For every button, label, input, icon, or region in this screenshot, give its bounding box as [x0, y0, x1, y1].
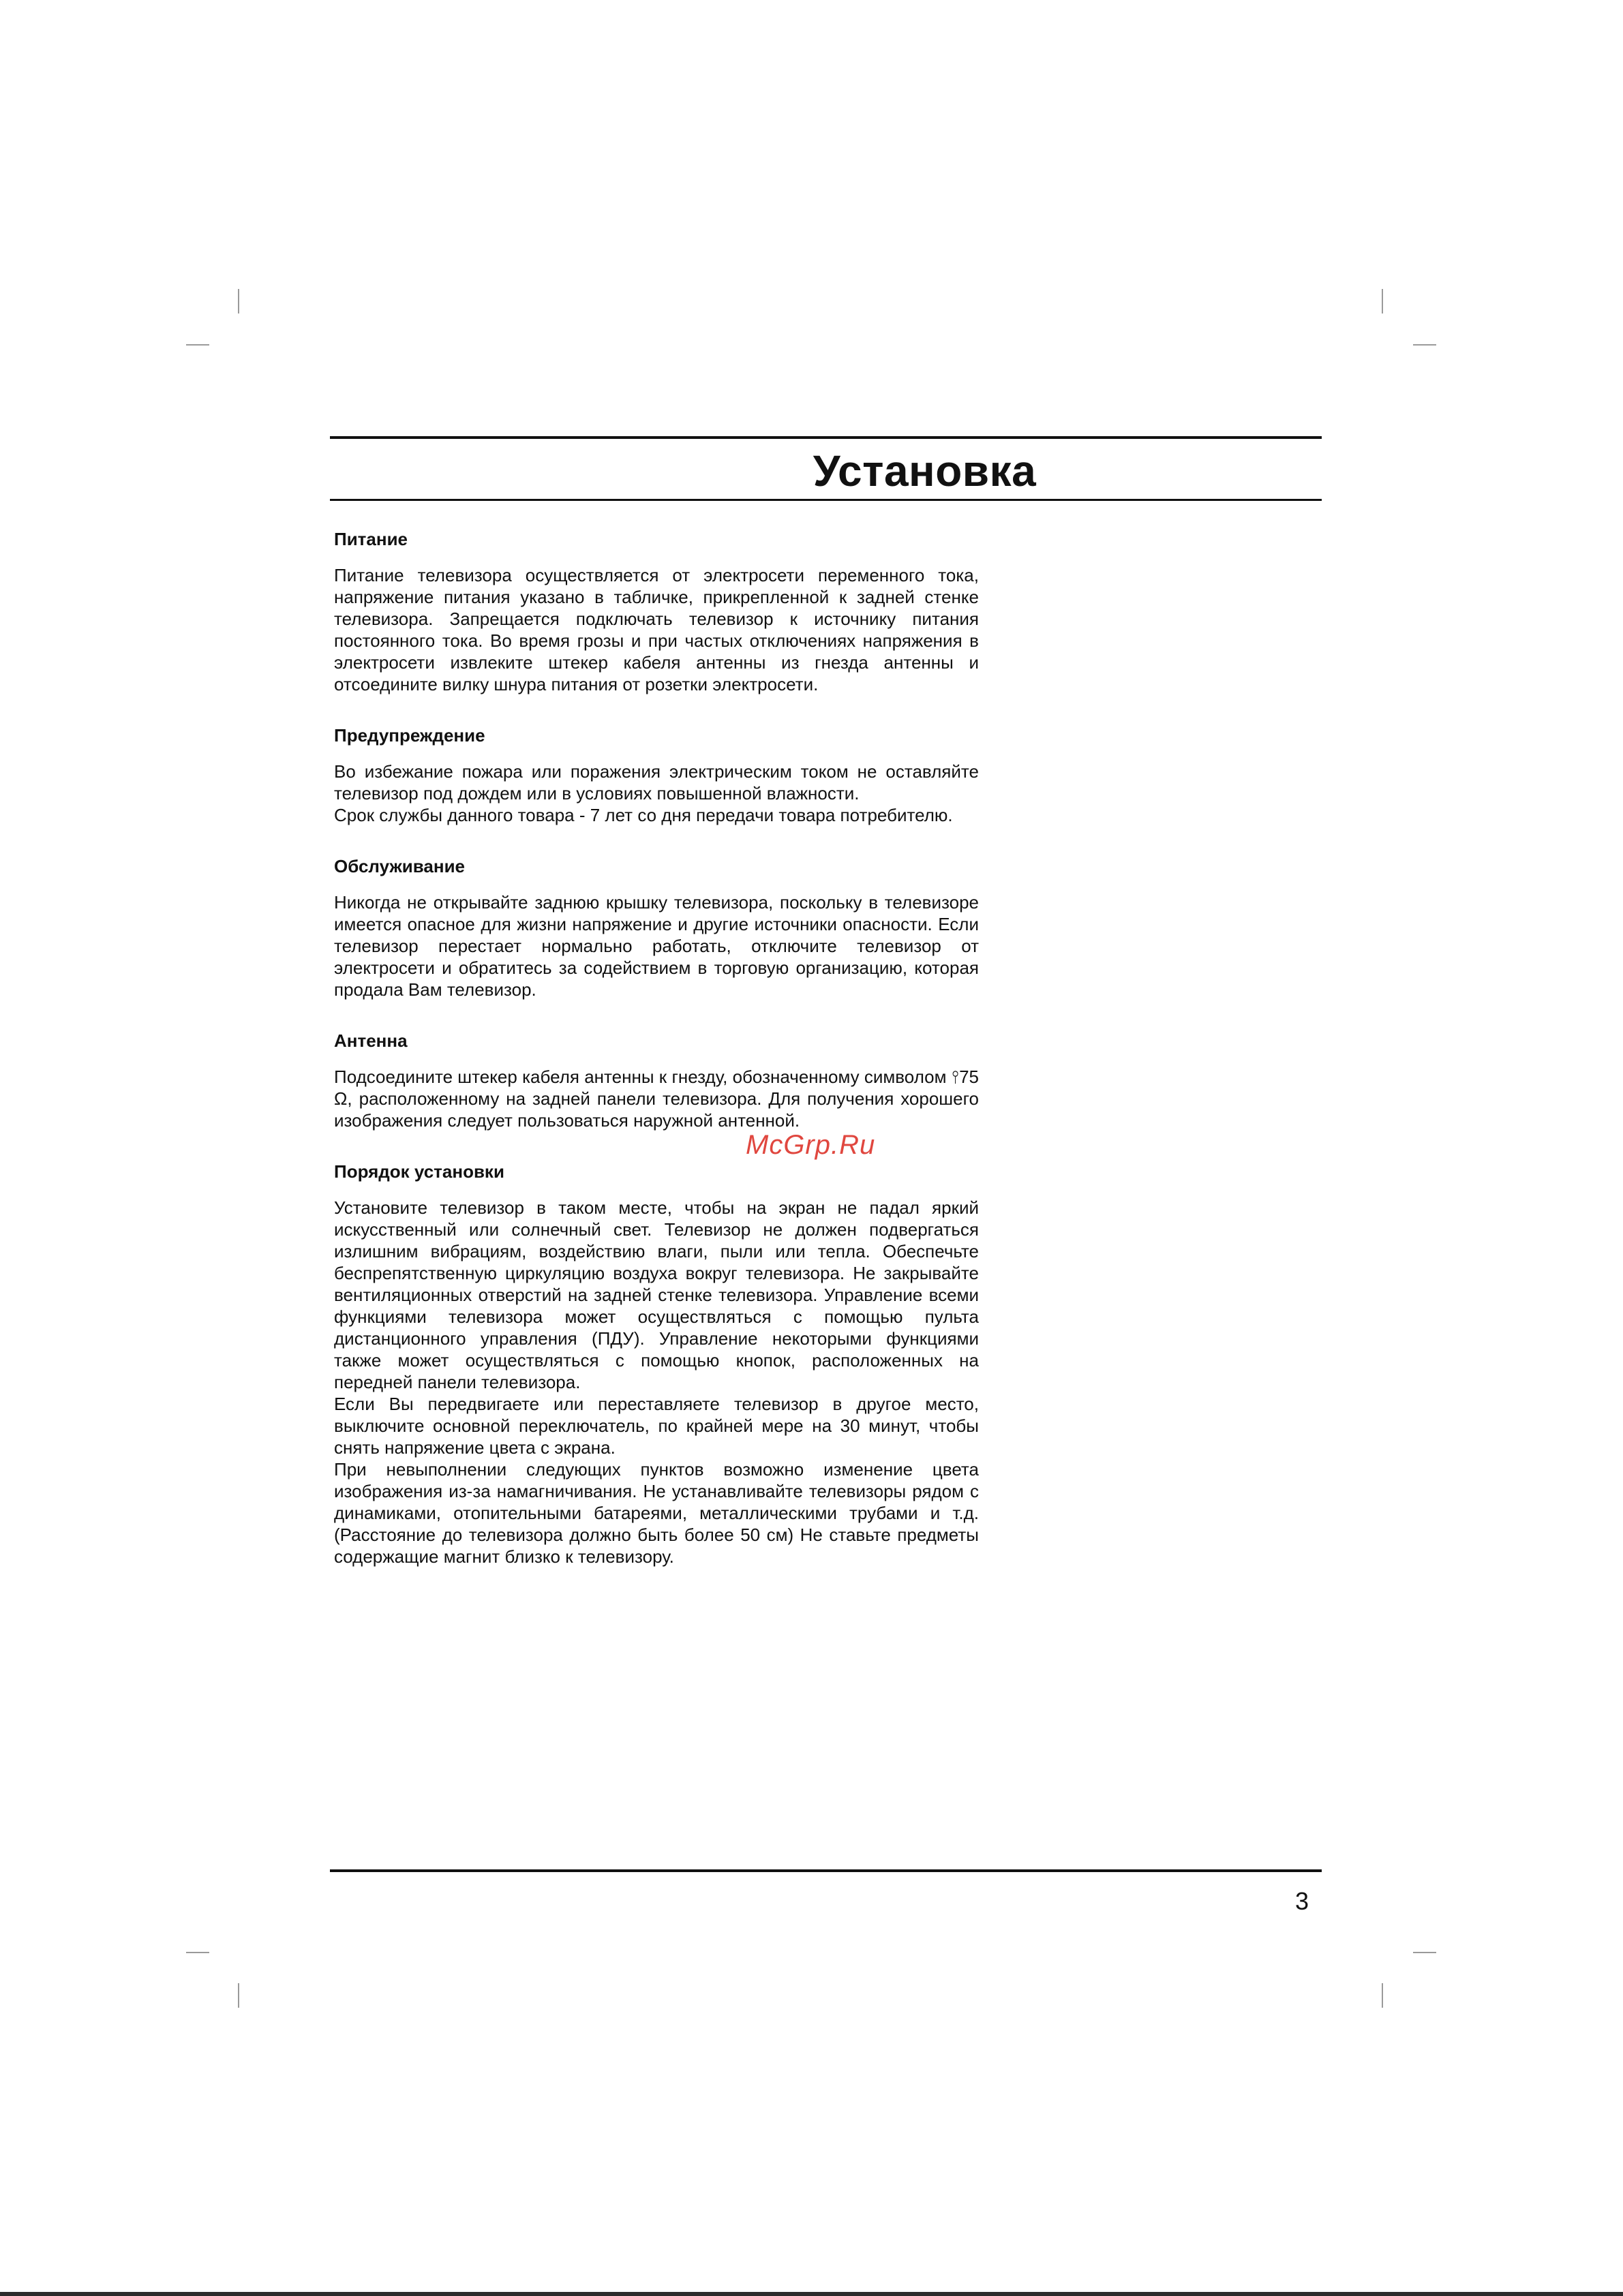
section-heading: Предупреждение — [334, 725, 485, 746]
crop-mark-top-right-vertical — [1382, 289, 1383, 313]
paragraph: Никогда не открывайте заднюю крышку телевизора, поскольку в телевизоре имеется опасное для жизни напряжение и другие источники опасности. Если телевизор перестает нормально работать, отключите телевизор от электросети и обратитесь за содействием в торговую организацию, которая продала Вам телевизор. — [334, 892, 979, 1000]
crop-mark-top-left-horizontal — [186, 344, 209, 346]
crop-mark-bottom-right-horizontal — [1413, 1952, 1436, 1953]
section-installation-order — [334, 1160, 979, 1567]
crop-mark-top-right-horizontal — [1413, 344, 1436, 346]
title-bottom-rule — [330, 499, 1322, 501]
crop-mark-bottom-right-vertical — [1382, 1983, 1383, 2008]
section-heading: Питание — [334, 529, 408, 549]
watermark: McGrp.Ru — [746, 1130, 876, 1160]
content-column — [334, 527, 979, 1596]
section-warning — [334, 724, 979, 826]
paragraph: При невыполнении следующих пунктов возможно изменение цвета изображения из-за намагничивания. Не устанавливайте телевизоры рядом с динамиками, отопительными батареями, металлическими трубами и т.д. (Расстояние до телевизора должно быть более 50 см) Не ставьте предметы содержащие магнит близко к телевизору. — [334, 1459, 979, 1567]
paragraph: Питание телевизора осуществляется от электросети переменного тока, напряжение питания указано в табличке, прикрепленной к задней стенке телевизора. Запрещается подключать телевизор к источнику питания постоянного тока. Во время грозы и при частых отключениях напряжения в электросети извлеките штекер кабеля антенны из гнезда антенны и отсоедините вилку шнура питания от розетки электросети. — [334, 565, 979, 694]
crop-mark-top-left-vertical — [238, 289, 239, 313]
paragraph: Если Вы передвигаете или переставляете телевизор в другое место, выключите основной переключатель, по крайней мере на 30 минут, чтобы снять напряжение цвета с экрана. — [334, 1394, 979, 1458]
page-number: 3 — [1295, 1887, 1309, 1915]
paragraph: Срок службы данного товара - 7 лет со дня передачи товара потребителю. — [334, 805, 953, 825]
section-maintenance — [334, 855, 979, 1000]
section-antenna — [334, 1029, 979, 1131]
paragraph: Установите телевизор в таком месте, чтобы на экран не падал яркий искусственный или солнечный свет. Телевизор не должен подвергаться излишним вибрациям, воздействию влаги, пыли или тепла. Обеспечьте беспрепятственную циркуляцию воздуха вокруг телевизора. Не закрывайте вентиляционных отверстий на задней стенке телевизора. Управление всеми функциями телевизора может осуществляться с помощью пульта дистанционного управления (ПДУ). Управление некоторыми функциями также может осуществляться с помощью кнопок, расположенных на передней панели телевизора. — [334, 1197, 979, 1392]
title-top-rule — [330, 436, 1322, 439]
section-power — [334, 527, 979, 695]
crop-mark-bottom-left-vertical — [238, 1983, 239, 2008]
scan-bottom-edge — [0, 2292, 1623, 2296]
footer-rule — [330, 1869, 1322, 1872]
paragraph: Подсоедините штекер кабеля антенны к гнезду, обозначенному символом ⫯75 Ω, расположенному на задней панели телевизора. Для получения хорошего изображения следует пользоваться наружной антенной. — [334, 1067, 979, 1131]
section-heading: Порядок установки — [334, 1161, 504, 1182]
section-heading: Антенна — [334, 1030, 408, 1051]
page-title: Установка — [813, 446, 1037, 495]
section-heading: Обслуживание — [334, 856, 466, 876]
crop-mark-bottom-left-horizontal — [186, 1952, 209, 1953]
paragraph: Во избежание пожара или поражения электрическим током не оставляйте телевизор под дождем или в условиях повышенной влажности. — [334, 761, 979, 803]
